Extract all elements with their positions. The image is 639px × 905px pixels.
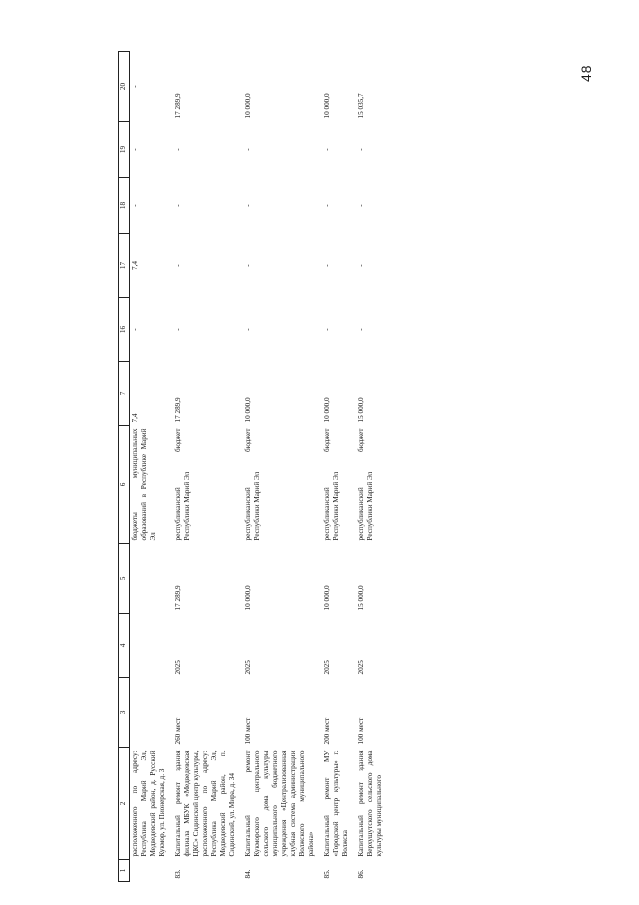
cost: 15 000,0 (357, 585, 365, 611)
object-name: Капитальный ремонт Кукморского центрального сельского дома культуры муниципального бюджетного учреждения «Централизованная клубная система администрации Волжского муниципального района» (244, 750, 315, 857)
col-header-18: 18 (119, 178, 130, 234)
object-name: Капитальный ремонт здания филиала МБУК «Медведевская ЦКС» Сидинский центр культуры, расположенного по адресу: Республика Марий Эл, Медведевский район, п. Сидинский, ул. Мира, д. 34 (174, 750, 236, 857)
value-col16: - (323, 328, 331, 331)
value-col16: - (244, 328, 252, 331)
value-col19: - (357, 148, 365, 151)
capacity (130, 678, 169, 748)
year: 2025 (357, 660, 365, 675)
capacity: 260 мест (174, 717, 182, 745)
value-col18: - (323, 204, 331, 207)
year (130, 614, 169, 678)
col-header-19: 19 (119, 122, 130, 178)
value-col7: 10 000,0 (244, 397, 252, 423)
value-col18: - (244, 204, 252, 207)
value-col18: - (131, 204, 139, 207)
col-header-6: 6 (119, 426, 130, 544)
row-number: 86. (357, 869, 365, 879)
cost: 10 000,0 (323, 585, 331, 611)
value-col18: - (357, 204, 365, 207)
table-row (130, 52, 169, 882)
value-col19: - (174, 148, 182, 151)
row-number: 85. (323, 869, 331, 879)
value-col16: - (131, 328, 139, 331)
value-col20: 17 289,9 (174, 93, 182, 119)
value-col7: 15 000,0 (357, 397, 365, 423)
rotated-table-sheet (118, 82, 522, 882)
year: 2025 (174, 660, 182, 675)
col-header-2: 2 (119, 748, 130, 860)
value-col17: - (174, 264, 182, 267)
object-name: Капитальный ремонт здания Верхушутского сельского дома культуры муниципального (357, 750, 383, 857)
funding-source: республиканский бюджет Республики Марий Эл (357, 428, 374, 541)
value-col7: 7,4 (131, 413, 139, 423)
table-row (168, 52, 238, 882)
value-col20: 10 000,0 (244, 93, 252, 119)
value-col16: - (174, 328, 182, 331)
capacity: 200 мест (323, 717, 331, 745)
value-col17: - (244, 264, 252, 267)
col-header-7: 7 (119, 362, 130, 426)
object-name: Капитальный ремонт МУ «Городской центр культуры» г. Волжска (323, 750, 349, 857)
object-name: расположенного по адресу: Республика Марий Эл, Медведевский район, д. Русский Кукмор, ул. Пионерская, д. 3 (131, 750, 166, 857)
value-col17: - (357, 264, 365, 267)
col-header-3: 3 (119, 678, 130, 748)
col-header-1: 1 (119, 860, 130, 882)
row-number: 84. (244, 869, 252, 879)
value-col17: 7,4 (131, 261, 139, 270)
value-col19: - (323, 148, 331, 151)
value-col7: 17 289,9 (174, 397, 182, 423)
row-number (130, 860, 169, 882)
col-header-4: 4 (119, 614, 130, 678)
value-col18: - (174, 204, 182, 207)
value-col17: - (323, 264, 331, 267)
funding-source: республиканский бюджет Республики Марий Эл (174, 428, 191, 541)
page-number-text: 48 (578, 64, 594, 82)
cost: 17 289,9 (174, 585, 182, 611)
col-header-5: 5 (119, 544, 130, 614)
funding-source: республиканский бюджет Республики Марий Эл (323, 428, 340, 541)
cost: 10 000,0 (244, 585, 252, 611)
program-table (118, 51, 385, 882)
col-header-16: 16 (119, 298, 130, 362)
capacity: 100 мест (357, 717, 365, 745)
value-col20: 15 035,7 (357, 93, 365, 119)
value-col19: - (244, 148, 252, 151)
header-row (119, 52, 130, 882)
funding-source: республиканский бюджет Республики Марий Эл (244, 428, 261, 541)
table-row (238, 52, 317, 882)
capacity: 100 мест (244, 717, 252, 745)
value-col7: 10 000,0 (323, 397, 331, 423)
funding-source: бюджеты муниципальных образований в Республике Марий Эл (131, 428, 157, 541)
col-header-20: 20 (119, 52, 130, 122)
page-number (560, 12, 620, 92)
table-row (317, 52, 351, 882)
year: 2025 (323, 660, 331, 675)
row-number: 83. (174, 869, 182, 879)
value-col19: - (131, 148, 139, 151)
year: 2025 (244, 660, 252, 675)
value-col20: 10 000,0 (323, 93, 331, 119)
cost (130, 544, 169, 614)
value-col20: - (131, 85, 139, 88)
value-col16: - (357, 328, 365, 331)
table-row (351, 52, 385, 882)
col-header-17: 17 (119, 234, 130, 298)
